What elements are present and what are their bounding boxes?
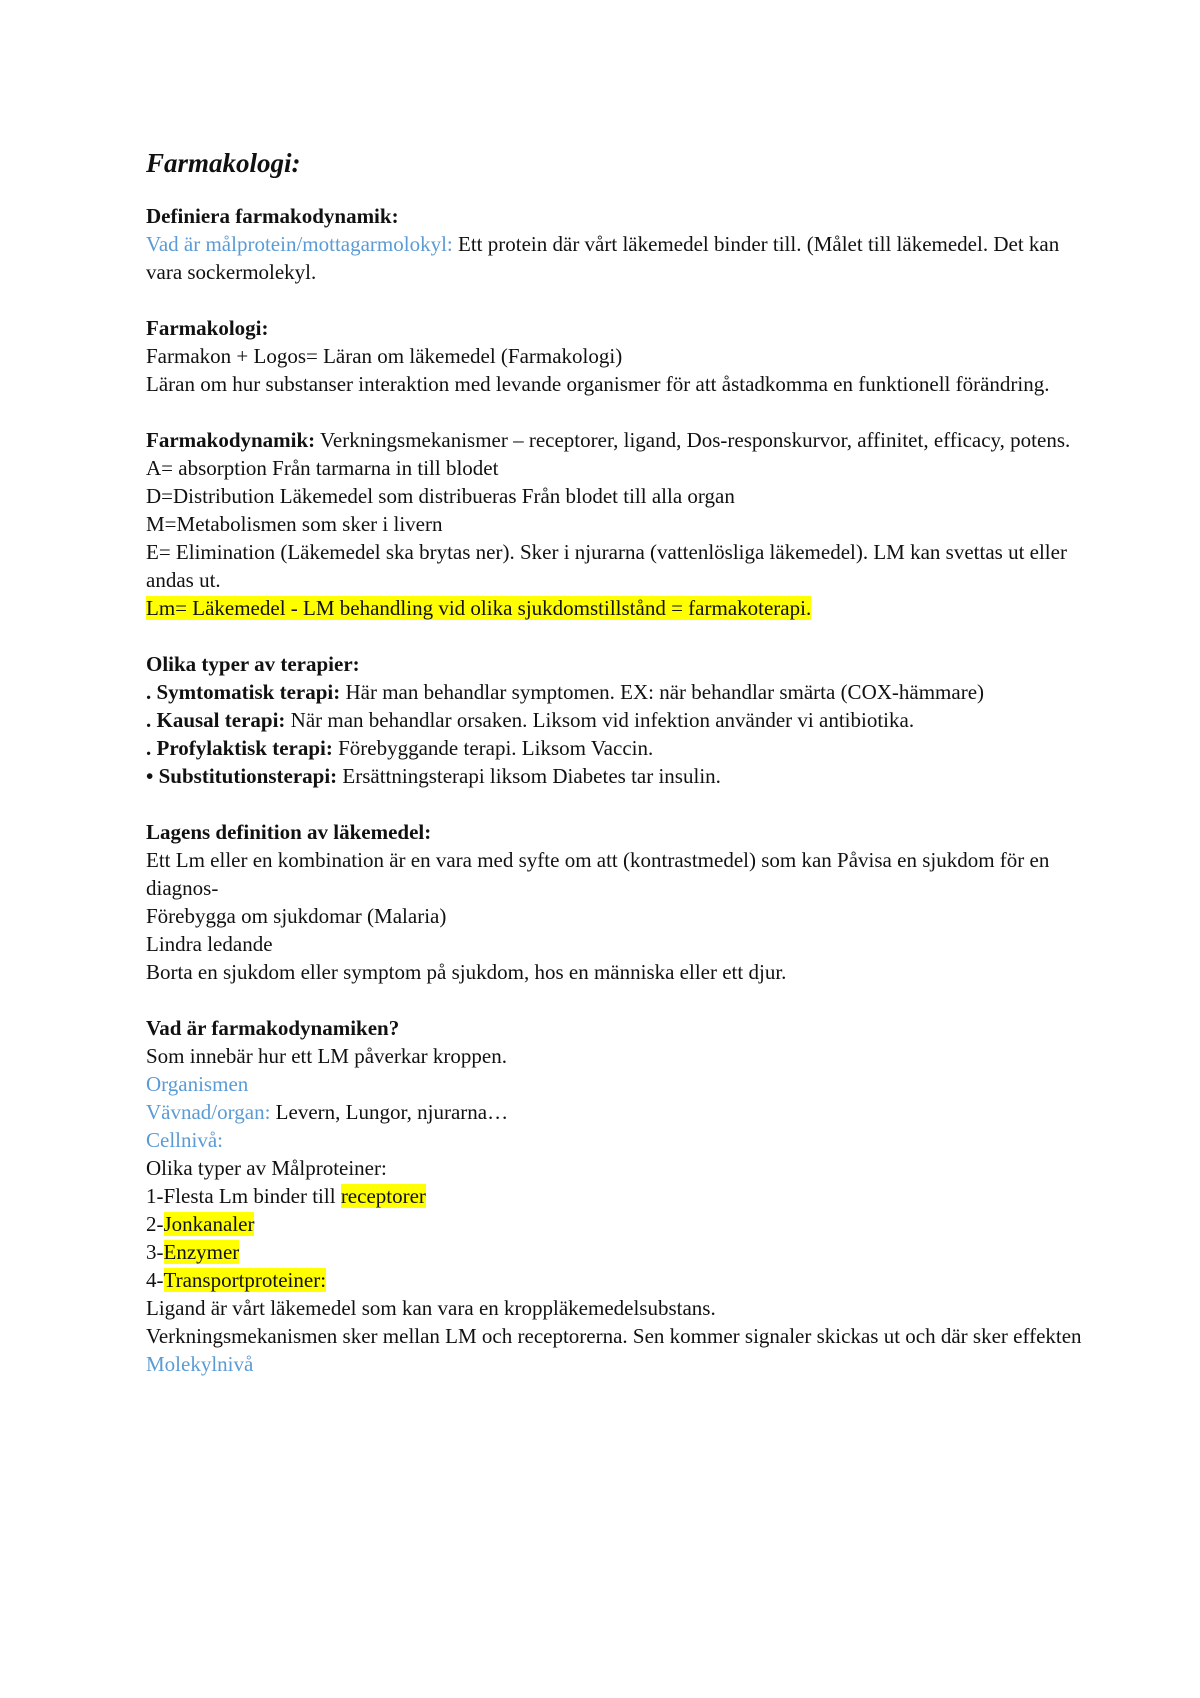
paragraph-text: Som innebär hur ett LM påverkar kroppen. xyxy=(146,1044,507,1068)
item-number: 4- xyxy=(146,1268,164,1292)
adme-absorption: A= absorption Från tarmarna in till blodet xyxy=(146,456,499,480)
blue-label: Vävnad/organ: xyxy=(146,1100,271,1124)
paragraph-text: Farmakon + Logos= Läran om läkemedel (Farmakologi) xyxy=(146,344,623,368)
list-item xyxy=(146,1266,1086,1294)
inline-heading: Farmakodynamik: xyxy=(146,428,316,452)
paragraph-text: Ett protein där vårt läkemedel binder till. (Målet till läkemedel. Det kan vara sockermolekyl. xyxy=(146,232,1060,284)
item-number: 2- xyxy=(146,1212,164,1236)
bullet: . xyxy=(146,680,157,704)
highlighted-text: Jonkanaler xyxy=(163,1212,255,1236)
list-item xyxy=(146,734,1086,762)
section-heading: Definiera farmakodynamik: xyxy=(146,204,399,228)
highlighted-text: Lm= Läkemedel - LM behandling vid olika sjukdomstillstånd = farmakoterapi. xyxy=(146,596,812,620)
paragraph-text: Läran om hur substanser interaktion med levande organismer för att åstadkomma en funktionell förändring. xyxy=(146,372,1050,396)
paragraph-text: Levern, Lungor, njurarna… xyxy=(270,1100,509,1124)
highlighted-text: Enzymer xyxy=(163,1240,240,1264)
item-number: 1-Flesta Lm binder till xyxy=(146,1184,341,1208)
paragraph-text: Lindra ledande xyxy=(146,932,273,956)
section-farmakologi xyxy=(146,314,1086,398)
section-heading: Lagens definition av läkemedel: xyxy=(146,820,432,844)
paragraph-text: Olika typer av Målproteiner: xyxy=(146,1156,387,1180)
item-label: Profylaktisk terapi: xyxy=(156,736,333,760)
paragraph-text: Ett Lm eller en kombination är en vara med syfte om att (kontrastmedel) som kan Påvisa en sjukdom för en diagnos- xyxy=(146,848,1050,900)
item-label: Substitutionsterapi: xyxy=(158,764,338,788)
highlighted-text: Transportproteiner: xyxy=(163,1268,327,1292)
section-definiera xyxy=(146,202,1086,286)
item-label: Symtomatisk terapi: xyxy=(156,680,341,704)
bullet: • xyxy=(146,764,159,788)
item-text: Förebyggande terapi. Liksom Vaccin. xyxy=(332,736,654,760)
paragraph-text: Verkningsmekanismer – receptorer, ligand, Dos-responskurvor, affinitet, efficacy, potens. xyxy=(315,428,1071,452)
list-item xyxy=(146,1238,1086,1266)
list-item xyxy=(146,762,1086,790)
item-text: När man behandlar orsaken. Liksom vid infektion använder vi antibiotika. xyxy=(285,708,915,732)
bullet: . xyxy=(146,708,157,732)
document-page xyxy=(146,146,1086,1406)
level-vavnad xyxy=(146,1098,1086,1126)
section-heading: Vad är farmakodynamiken? xyxy=(146,1016,400,1040)
blue-label: Vad är målprotein/mottagarmolokyl: xyxy=(146,232,453,256)
adme-metabolism: M=Metabolismen som sker i livern xyxy=(146,512,443,536)
adme-elimination: E= Elimination (Läkemedel ska brytas ner). Sker i njurarna (vattenlösliga läkemedel). LM kan svettas ut eller andas ut. xyxy=(146,540,1067,592)
highlighted-text: receptorer xyxy=(340,1184,426,1208)
list-item xyxy=(146,678,1086,706)
section-farmakodynamik xyxy=(146,426,1086,622)
paragraph-text: Borta en sjukdom eller symptom på sjukdom, hos en människa eller ett djur. xyxy=(146,960,787,984)
paragraph xyxy=(146,426,1086,454)
paragraph-text: Förebygga om sjukdomar (Malaria) xyxy=(146,904,447,928)
section-lagens-definition xyxy=(146,818,1086,986)
bullet: . xyxy=(146,736,157,760)
paragraph xyxy=(146,230,1086,286)
paragraph-text: Verkningsmekanismen sker mellan LM och receptorerna. Sen kommer signaler skickas ut och där sker effekten xyxy=(146,1324,1082,1348)
item-label: Kausal terapi: xyxy=(156,708,286,732)
item-text: Här man behandlar symptomen. EX: när behandlar smärta (COX-hämmare) xyxy=(340,680,985,704)
level-organismen: Organismen xyxy=(146,1072,249,1096)
list-item xyxy=(146,706,1086,734)
section-heading: Farmakologi: xyxy=(146,316,269,340)
section-terapier xyxy=(146,650,1086,790)
level-cellniva: Cellnivå: xyxy=(146,1128,223,1152)
section-vad-ar-farmakodynamiken xyxy=(146,1014,1086,1378)
item-text: Ersättningsterapi liksom Diabetes tar insulin. xyxy=(337,764,721,788)
list-item xyxy=(146,1210,1086,1238)
section-heading: Olika typer av terapier: xyxy=(146,652,360,676)
highlight-line xyxy=(146,594,1086,622)
item-number: 3- xyxy=(146,1240,164,1264)
page-title: Farmakologi: xyxy=(146,148,301,178)
list-item xyxy=(146,1182,1086,1210)
level-molekylniva: Molekylnivå xyxy=(146,1352,254,1376)
adme-distribution: D=Distribution Läkemedel som distribueras Från blodet till alla organ xyxy=(146,484,735,508)
paragraph-text: Ligand är vårt läkemedel som kan vara en kroppläkemedelsubstans. xyxy=(146,1296,716,1320)
